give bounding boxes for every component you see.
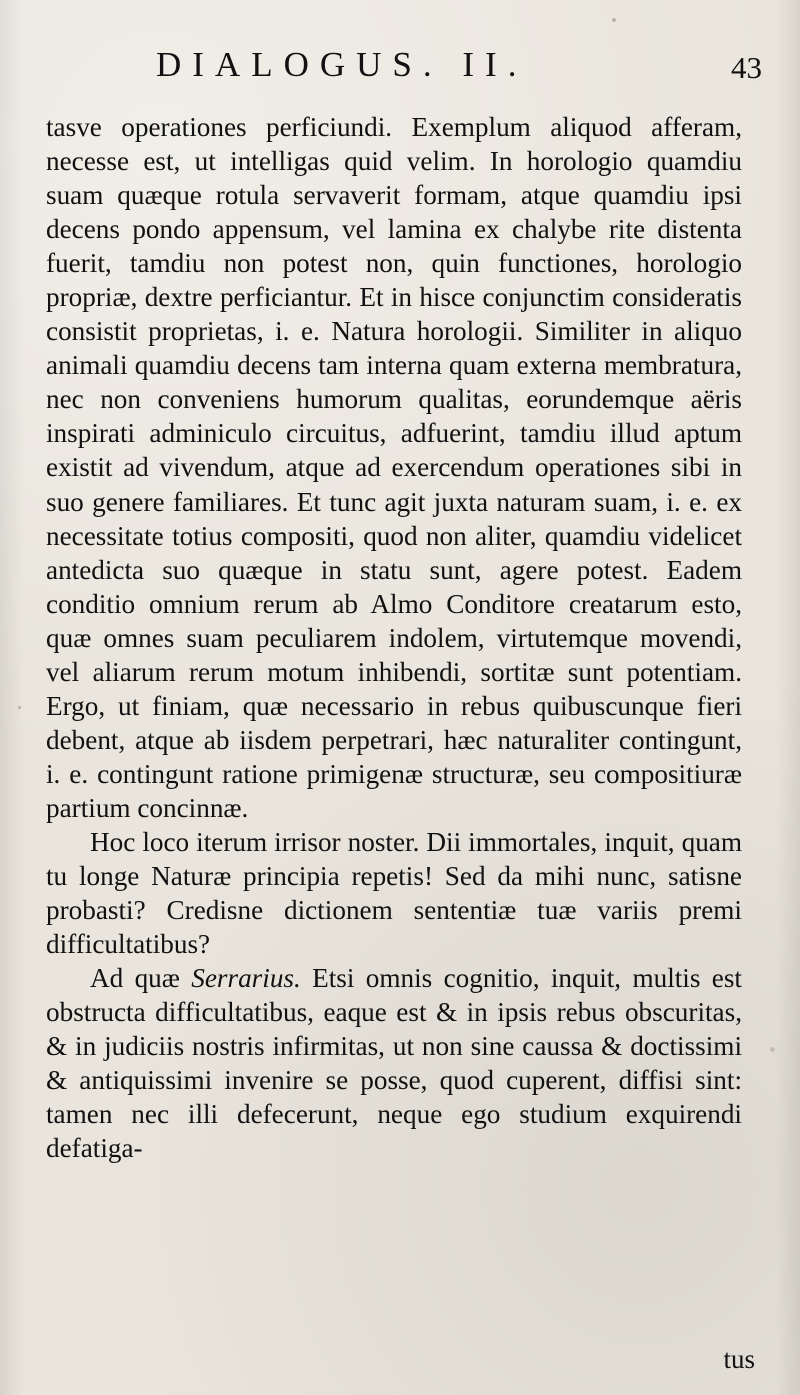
page-header — [46, 40, 762, 92]
running-title: DIALOGUS. II. — [156, 45, 528, 84]
speaker-name: Serrarius. — [191, 963, 301, 994]
main-text — [46, 110, 742, 1165]
paper-speck — [18, 706, 21, 709]
page-number: 43 — [731, 50, 762, 85]
catchword: tus — [723, 1344, 755, 1374]
paragraph-1: tasve operationes perficiundi. Exemplum aliquod afferam, necesse est, ut intelligas quid velim. In horologio quamdiu suam quæque rotula servaverit formam, atque quamdiu ipsi decens pondo appensum, vel lamina ex chalybe rite distenta fuerit, tamdiu non potest non, quin functiones, horologio propriæ, dextre perficiantur. Et in hisce conjunctim consideratis consistit proprietas, i. e. Natura horologii. Similiter in aliquo animali quamdiu decens tam interna quam externa membratura, nec non conveniens humorum qualitas, eorundemque aëris inspirati adminiculo circuitus, adfuerint, tamdiu illud aptum existit ad vivendum, atque ad exercendum operationes sibi in suo genere familiares. Et tunc agit juxta naturam suam, i. e. ex necessitate totius compositi, quod non aliter, quamdiu videlicet antedicta suo quæque in statu sunt, agere potest. Eadem conditio omnium rerum ab Almo Conditore creatarum esto, quæ omnes suam peculiarem indolem, virtutemque movendi, vel aliarum rerum motum inhibendi, sortitæ sunt potentiam. Ergo, ut finiam, quæ necessario in rebus quibuscunque fieri debent, atque ab iisdem perpetrari, hæc naturaliter contingunt, i. e. contingunt ratione primigenæ structuræ, seu compositiuræ partium concinnæ. — [46, 112, 742, 823]
paper-speck — [612, 18, 616, 22]
paragraph-3-prefix: Ad quæ — [90, 963, 192, 994]
paragraph-2: Hoc loco iterum irrisor noster. Dii immortales, inquit, quam tu longe Naturæ principia repetis! Sed da mihi nunc, satisne probasti? Credisne dictionem sententiæ tuæ variis premi difficultatibus? — [46, 826, 742, 960]
paper-speck — [770, 1047, 775, 1052]
paragraph-3 — [46, 961, 742, 1165]
paragraph-3-rest: Etsi omnis cognitio, inquit, multis est obstructa difficultatibus, eaque est & in ipsis rebus obscuritas, & in judiciis nostris infirmitas, ut non sine caussa & doctissimi & antiquissimi invenire se posse, quod cuperent, diffisi sint: tamen nec illi defecerunt, neque ego studium exquirendi defatiga- — [46, 963, 742, 1164]
